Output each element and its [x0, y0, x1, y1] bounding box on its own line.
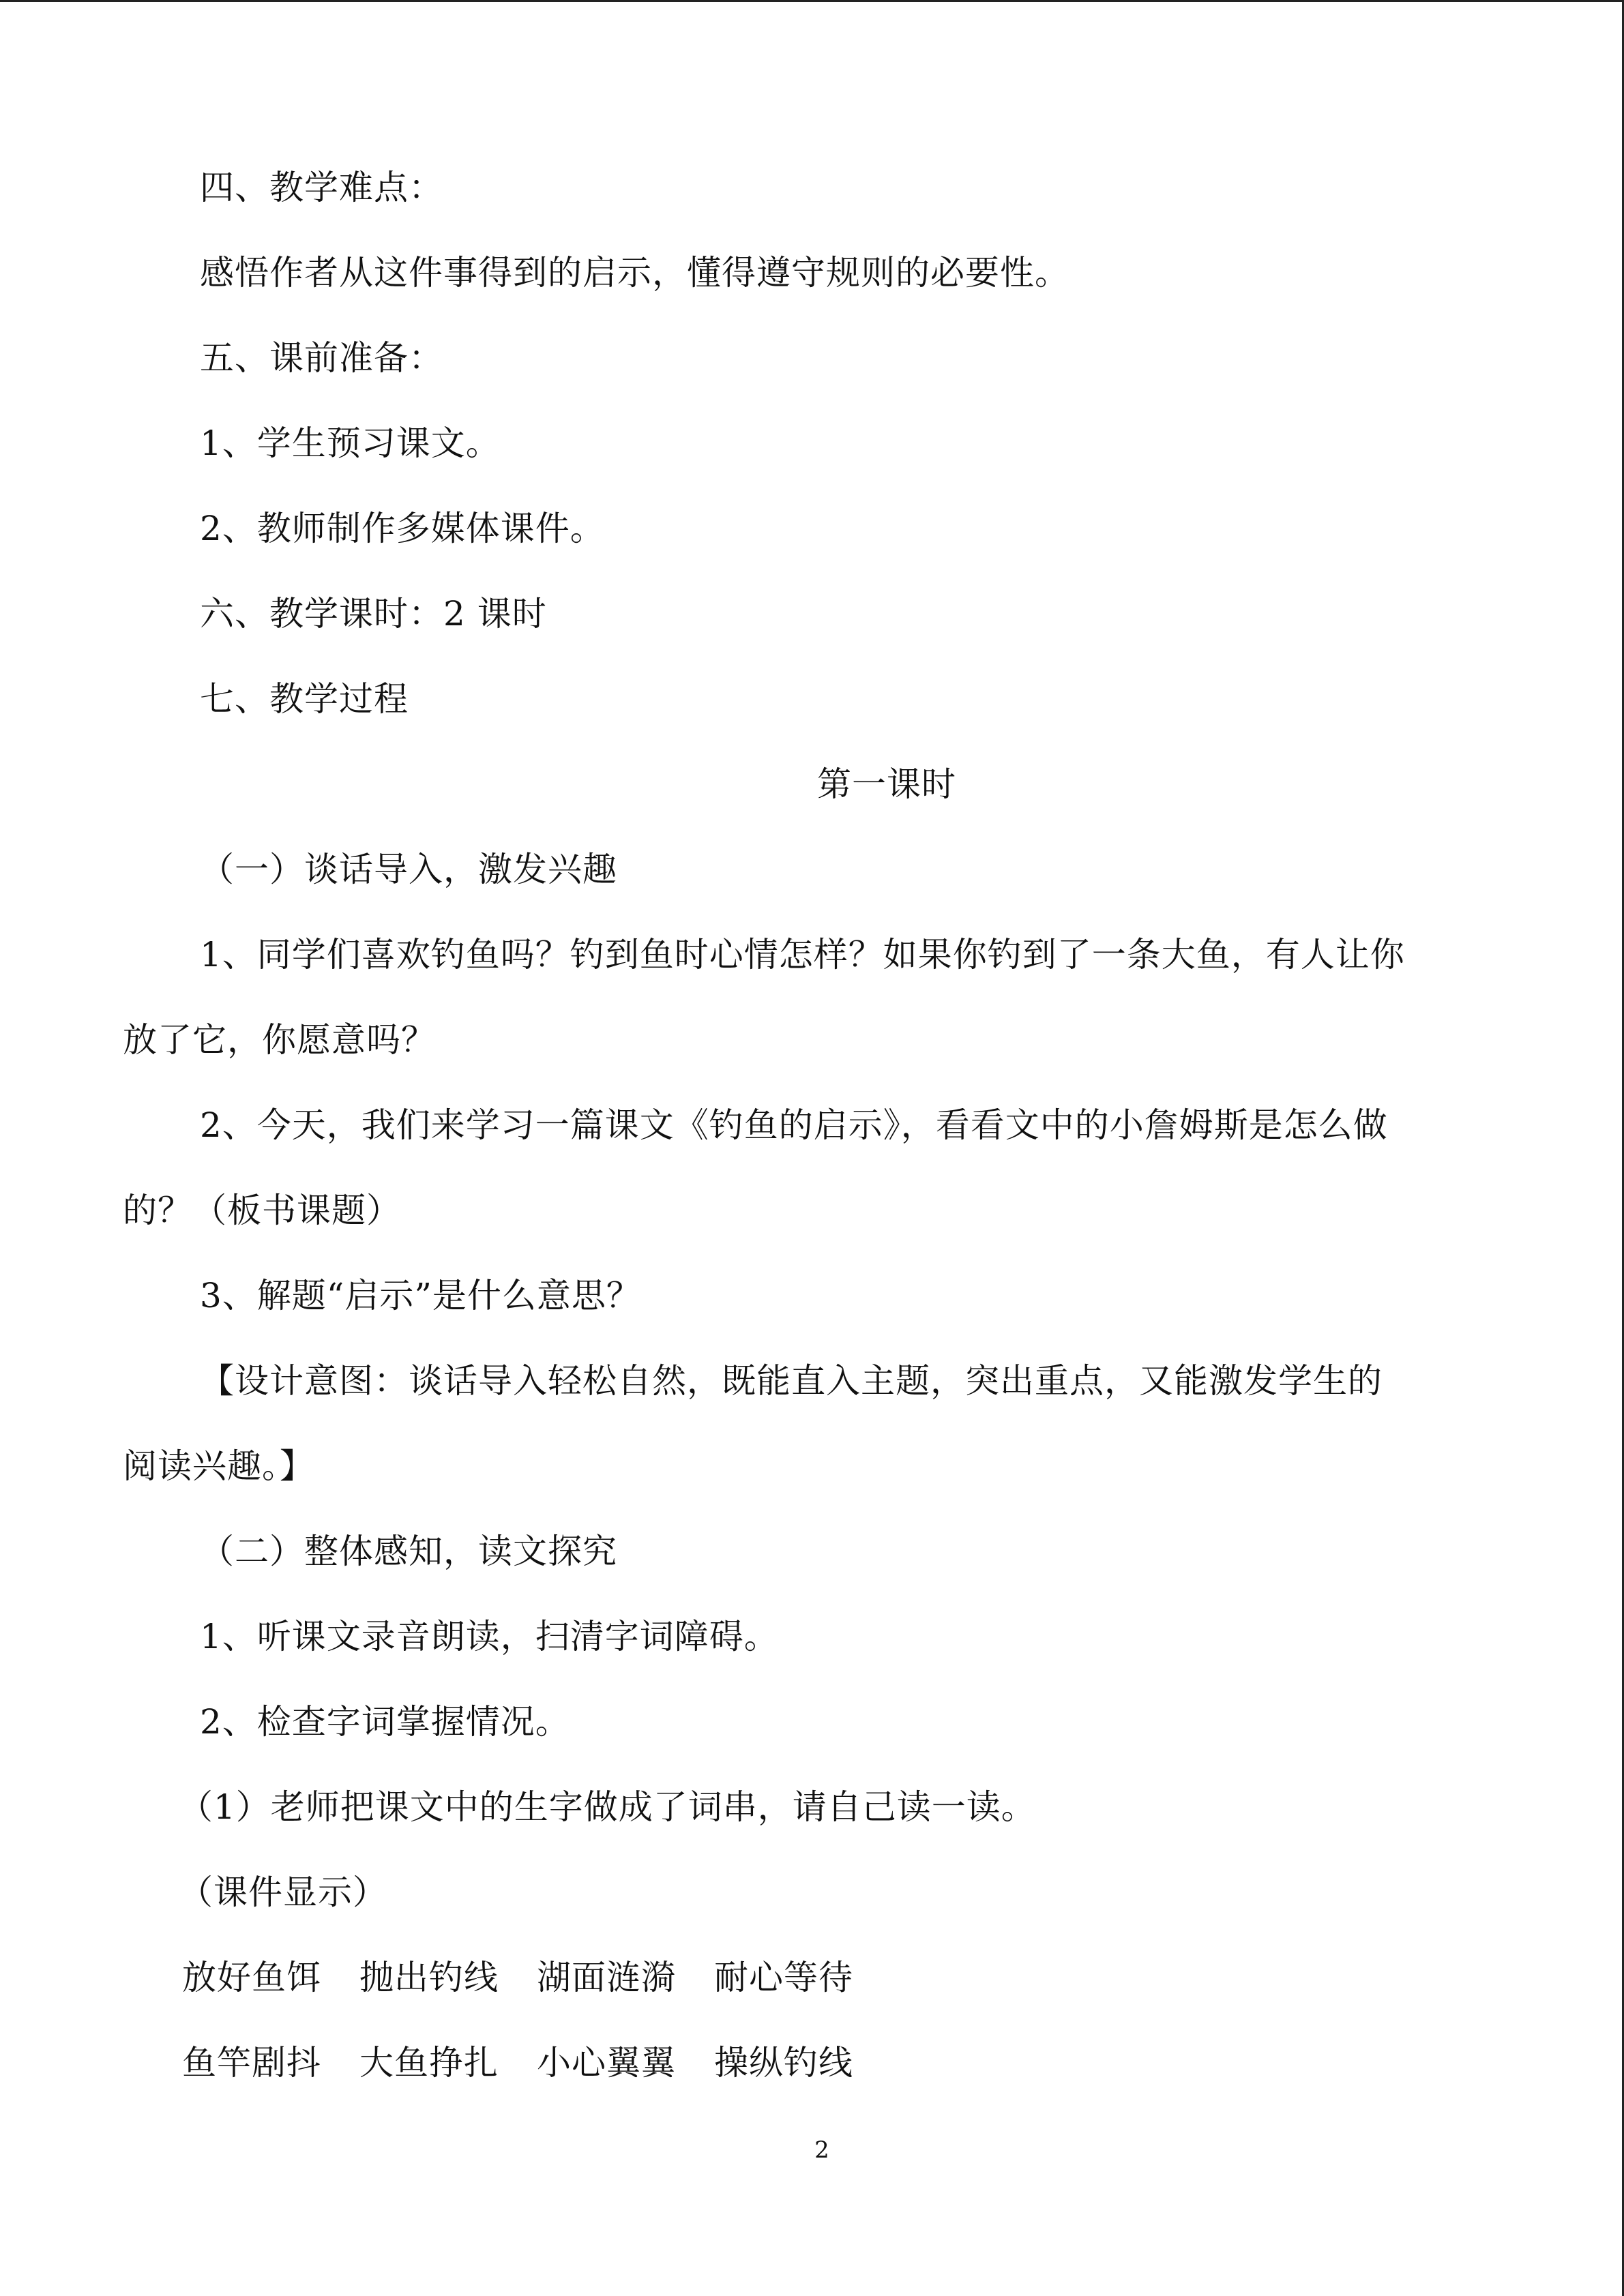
subheading-intro: （一）谈话导入，激发兴趣: [200, 850, 617, 889]
page-number: 2: [814, 2136, 829, 2164]
paragraph-preparation-2: 2、教师制作多媒体课件。: [200, 509, 605, 548]
word-item: 操纵钓线: [714, 2043, 853, 2083]
paragraph-check-words: 2、检查字词掌握情况。: [200, 1702, 570, 1742]
word-item: 鱼竿剧抖: [182, 2043, 321, 2083]
word-row-1: [182, 1957, 853, 1998]
paragraph-difficulty-content: 感悟作者从这件事得到的启示，懂得遵守规则的必要性。: [200, 253, 1069, 293]
word-item: 耐心等待: [714, 1958, 853, 1997]
paragraph-question-1-line-1: 1、同学们喜欢钓鱼吗？钓到鱼时心情怎样？如果你钓到了一条大鱼，有人让你: [200, 935, 1405, 974]
heading-preparation: 五、课前准备：: [200, 338, 443, 378]
word-row-2: [182, 2042, 853, 2083]
paragraph-question-3: 3、解题“启示”是什么意思？: [200, 1276, 641, 1315]
paragraph-listen-recording: 1、听课文录音朗读，扫清字词障碍。: [200, 1617, 779, 1656]
design-intent-line-1: 【设计意图：谈话导入轻松自然，既能直入主题，突出重点，又能激发学生的: [200, 1361, 1383, 1401]
heading-teaching-process: 七、教学过程: [200, 679, 409, 719]
section-title-first-lesson: 第一课时: [817, 764, 956, 804]
paragraph-question-2-line-1: 2、今天，我们来学习一篇课文《钓鱼的启示》，看看文中的小詹姆斯是怎么做: [200, 1105, 1388, 1145]
paragraph-question-2-line-2: 的？（板书课题）: [123, 1191, 401, 1230]
heading-teaching-difficulty: 四、教学难点：: [200, 168, 443, 207]
word-item: 湖面涟漪: [537, 1958, 676, 1997]
word-item: 抛出钓线: [359, 1958, 499, 1997]
paragraph-preparation-1: 1、学生预习课文。: [200, 423, 501, 463]
word-item: 小心翼翼: [537, 2043, 676, 2083]
heading-class-hours: 六、教学课时：2 课时: [200, 594, 547, 633]
design-intent-line-2: 阅读兴趣。】: [123, 1446, 314, 1486]
paragraph-word-strings: （1）老师把课文中的生字做成了词串，请自己读一读。: [179, 1787, 1036, 1827]
word-item: 大鱼挣扎: [359, 2043, 499, 2083]
paragraph-slide-note: （课件显示）: [179, 1873, 387, 1912]
word-item: 放好鱼饵: [182, 1958, 321, 1997]
subheading-overall-perception: （二）整体感知，读文探究: [200, 1532, 617, 1571]
paragraph-question-1-line-2: 放了它，你愿意吗？: [123, 1020, 436, 1060]
